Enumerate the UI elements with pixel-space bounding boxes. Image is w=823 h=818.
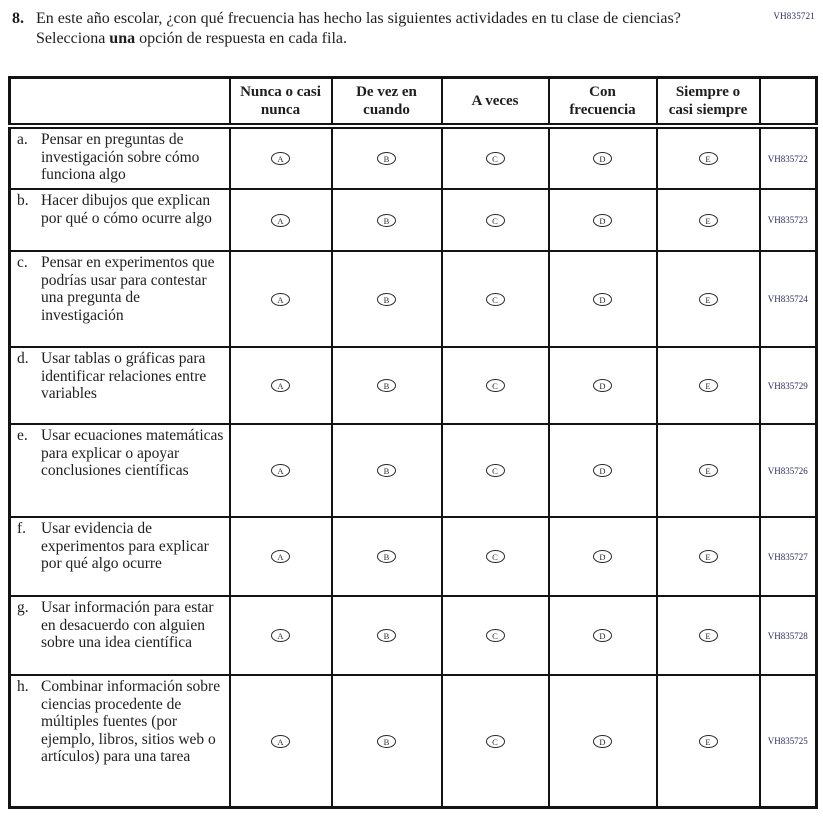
answer-bubble-e-A[interactable]: A [271, 464, 290, 477]
frequency-table [8, 76, 818, 809]
row-f-letter: f. [17, 520, 27, 537]
column-header-aveces: A veces [442, 78, 549, 127]
row-a-cell-B [332, 126, 442, 189]
row-g-cell-B [332, 596, 442, 675]
table-row-b [10, 189, 817, 251]
answer-bubble-b-C[interactable]: C [486, 214, 505, 227]
row-g-cell-C [442, 596, 549, 675]
row-b-item-code: VH835723 [760, 189, 817, 251]
row-e-cell-C [442, 424, 549, 517]
answer-bubble-b-B[interactable]: B [377, 214, 396, 227]
row-a-letter: a. [17, 131, 28, 148]
row-e-cell-A [230, 424, 332, 517]
row-g-letter: g. [17, 599, 29, 616]
row-f-cell-A [230, 517, 332, 596]
table-row-c [10, 251, 817, 347]
row-c-cell-C [442, 251, 549, 347]
row-b-letter: b. [17, 192, 29, 209]
header-corner-blank [10, 78, 230, 127]
answer-bubble-b-A[interactable]: A [271, 214, 290, 227]
answer-bubble-a-B[interactable]: B [377, 152, 396, 165]
table-row-e [10, 424, 817, 517]
answer-bubble-h-D[interactable]: D [593, 735, 612, 748]
row-g-item-code: VH835728 [760, 596, 817, 675]
table-row-h [10, 675, 817, 807]
question-text-after: opción de respuesta en cada fila. [135, 30, 347, 47]
row-c-text: Pensar en experimentos que podrías usar para contestar una pregunta de investigación [41, 254, 215, 324]
row-h-letter: h. [17, 678, 29, 695]
answer-bubble-h-E[interactable]: E [699, 735, 718, 748]
answer-bubble-d-D[interactable]: D [593, 379, 612, 392]
answer-bubble-c-A[interactable]: A [271, 293, 290, 306]
answer-bubble-c-D[interactable]: D [593, 293, 612, 306]
row-f-text: Usar evidencia de experimentos para explicar por qué algo ocurre [41, 520, 209, 572]
row-b-stimulus [10, 189, 230, 251]
row-f-cell-E [657, 517, 760, 596]
column-header-devez: De vez en cuando [332, 78, 442, 127]
row-e-text: Usar ecuaciones matemáticas para explicar o apoyar conclusiones científicas [41, 427, 224, 479]
table-row-a [10, 126, 817, 189]
answer-bubble-b-D[interactable]: D [593, 214, 612, 227]
row-e-cell-E [657, 424, 760, 517]
question-text [36, 9, 742, 49]
row-b-cell-B [332, 189, 442, 251]
answer-bubble-a-D[interactable]: D [593, 152, 612, 165]
answer-bubble-c-C[interactable]: C [486, 293, 505, 306]
row-g-cell-D [549, 596, 657, 675]
answer-bubble-c-E[interactable]: E [699, 293, 718, 306]
row-b-text: Hacer dibujos que explican por qué o cómo ocurre algo [41, 192, 212, 227]
row-b-cell-D [549, 189, 657, 251]
row-g-text: Usar información para estar en desacuerdo con alguien sobre una idea científica [41, 599, 214, 651]
row-g-stimulus [10, 596, 230, 675]
table-row-d [10, 347, 817, 424]
answer-bubble-g-A[interactable]: A [271, 629, 290, 642]
answer-bubble-e-C[interactable]: C [486, 464, 505, 477]
answer-bubble-d-A[interactable]: A [271, 379, 290, 392]
row-h-stimulus [10, 675, 230, 807]
row-c-cell-D [549, 251, 657, 347]
row-h-cell-A [230, 675, 332, 807]
row-g-cell-E [657, 596, 760, 675]
question-stem [12, 9, 742, 49]
row-f-cell-B [332, 517, 442, 596]
row-e-cell-B [332, 424, 442, 517]
row-c-item-code: VH835724 [760, 251, 817, 347]
row-d-stimulus [10, 347, 230, 424]
row-h-item-code: VH835725 [760, 675, 817, 807]
row-f-item-code: VH835727 [760, 517, 817, 596]
row-b-cell-C [442, 189, 549, 251]
row-h-cell-D [549, 675, 657, 807]
row-e-cell-D [549, 424, 657, 517]
answer-bubble-f-D[interactable]: D [593, 550, 612, 563]
row-a-cell-E [657, 126, 760, 189]
row-b-cell-A [230, 189, 332, 251]
header-row [10, 78, 817, 127]
answer-bubble-d-B[interactable]: B [377, 379, 396, 392]
column-header-confrecuencia: Con frecuencia [549, 78, 657, 127]
header-code-blank [760, 78, 817, 127]
row-f-cell-D [549, 517, 657, 596]
row-h-cell-C [442, 675, 549, 807]
table-row-f [10, 517, 817, 596]
row-h-cell-E [657, 675, 760, 807]
row-g-cell-A [230, 596, 332, 675]
answer-bubble-e-B[interactable]: B [377, 464, 396, 477]
answer-bubble-d-E[interactable]: E [699, 379, 718, 392]
row-h-text: Combinar información sobre ciencias procedente de múltiples fuentes (por ejemplo, libros, sitios web o artículos) para una tarea [41, 678, 221, 765]
answer-bubble-f-A[interactable]: A [271, 550, 290, 563]
row-b-cell-E [657, 189, 760, 251]
table-row-g [10, 596, 817, 675]
answer-bubble-h-A[interactable]: A [271, 735, 290, 748]
row-a-cell-D [549, 126, 657, 189]
answer-bubble-h-C[interactable]: C [486, 735, 505, 748]
answer-bubble-a-E[interactable]: E [699, 152, 718, 165]
row-a-item-code: VH835722 [760, 126, 817, 189]
answer-bubble-c-B[interactable]: B [377, 293, 396, 306]
row-c-cell-B [332, 251, 442, 347]
row-d-text: Usar tablas o gráficas para identificar relaciones entre variables [41, 350, 207, 402]
row-d-letter: d. [17, 350, 29, 367]
answer-bubble-a-C[interactable]: C [486, 152, 505, 165]
answer-bubble-g-D[interactable]: D [593, 629, 612, 642]
row-a-cell-C [442, 126, 549, 189]
row-f-stimulus [10, 517, 230, 596]
row-a-cell-A [230, 126, 332, 189]
row-a-text: Pensar en preguntas de investigación sobre cómo funciona algo [41, 131, 200, 183]
row-c-cell-A [230, 251, 332, 347]
row-e-letter: e. [17, 427, 28, 444]
answer-bubble-f-C[interactable]: C [486, 550, 505, 563]
row-e-stimulus [10, 424, 230, 517]
answer-bubble-h-B[interactable]: B [377, 735, 396, 748]
page-item-code: VH835721 [773, 11, 815, 21]
row-d-cell-A [230, 347, 332, 424]
row-a-stimulus [10, 126, 230, 189]
row-d-cell-C [442, 347, 549, 424]
row-c-stimulus [10, 251, 230, 347]
answer-bubble-g-C[interactable]: C [486, 629, 505, 642]
row-d-cell-D [549, 347, 657, 424]
row-e-item-code: VH835726 [760, 424, 817, 517]
row-f-cell-C [442, 517, 549, 596]
question-text-before: En este año escolar, ¿con qué frecuencia has hecho las siguientes actividades en tu clase de ciencias? Selecciona [36, 10, 681, 47]
answer-bubble-a-A[interactable]: A [271, 152, 290, 165]
row-d-cell-B [332, 347, 442, 424]
column-header-nunca: Nunca o casi nunca [230, 78, 332, 127]
answer-bubble-g-E[interactable]: E [699, 629, 718, 642]
answer-bubble-e-D[interactable]: D [593, 464, 612, 477]
question-number: 8. [12, 10, 24, 27]
answer-bubble-f-E[interactable]: E [699, 550, 718, 563]
answer-bubble-f-B[interactable]: B [377, 550, 396, 563]
row-h-cell-B [332, 675, 442, 807]
row-c-cell-E [657, 251, 760, 347]
row-d-item-code: VH835729 [760, 347, 817, 424]
answer-bubble-e-E[interactable]: E [699, 464, 718, 477]
row-d-cell-E [657, 347, 760, 424]
answer-bubble-d-C[interactable]: C [486, 379, 505, 392]
row-c-letter: c. [17, 254, 28, 271]
answer-bubble-g-B[interactable]: B [377, 629, 396, 642]
answer-bubble-b-E[interactable]: E [699, 214, 718, 227]
column-header-siempre: Siempre o casi siempre [657, 78, 760, 127]
question-text-emphasis: una [109, 30, 136, 47]
